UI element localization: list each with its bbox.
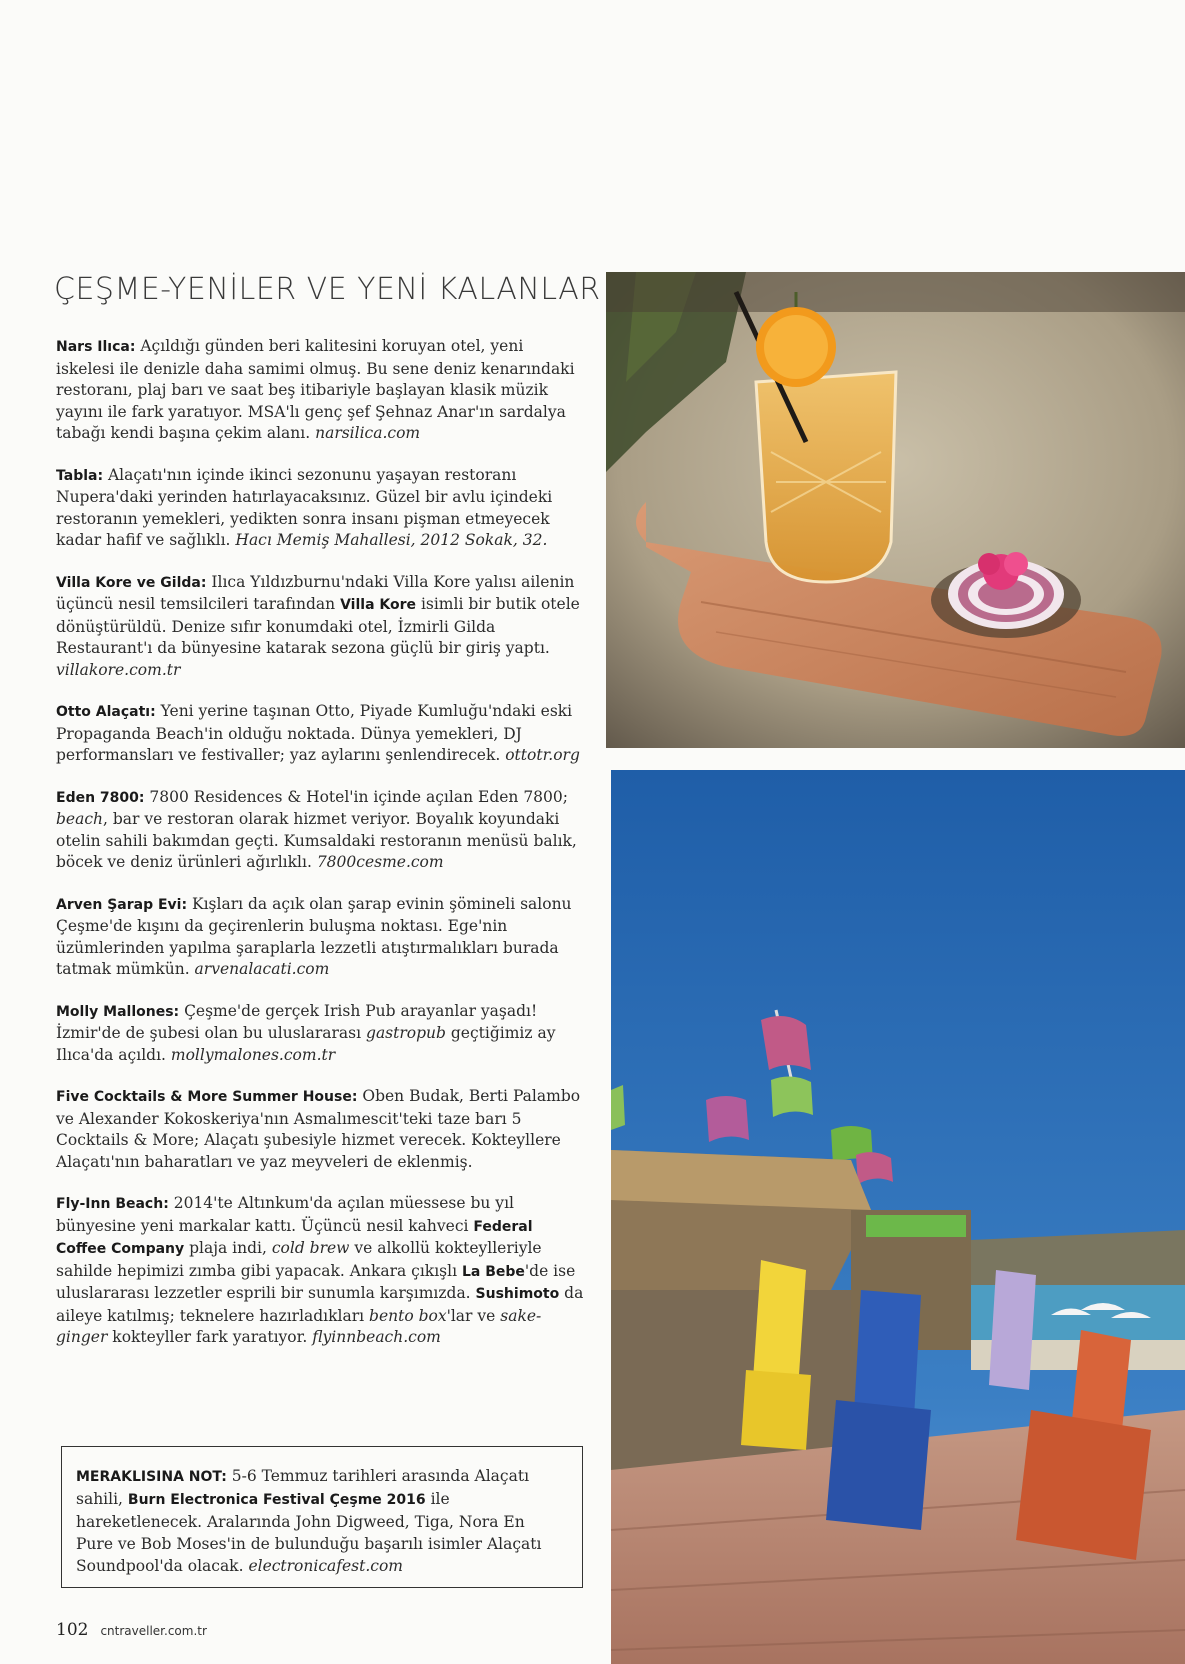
entry-label: Nars Ilıca:	[56, 339, 136, 355]
page-footer	[56, 1620, 207, 1640]
entry-label: Tabla:	[56, 467, 104, 484]
entry-label: Otto Alaçatı:	[56, 704, 156, 720]
entry-website: villakore.com.tr	[56, 660, 181, 679]
entry-villa-kore: Villa Kore ve Gilda: Ilıca Yıldızburnu'ndaki Villa Kore yalısı ailenin üçüncü nesil temsilcileri tarafından Villa Kore isimli bir butik otele dönüştürüldü. Denize sıfır konumdaki otel, İzmirli Gilda Restaurant'ı da bünyesine katarak sezona güçlü bir giriş yaptı. villakore.com.tr	[56, 572, 580, 679]
entry-molly-mallones: Molly Mallones: Çeşme'de gerçek Irish Pub arayanlar yaşadı! İzmir'de de şubesi olan bu uluslararası gastropub geçtiğimiz ay Ilıca'da açıldı. mollymalones.com.tr	[56, 1001, 556, 1064]
entry-arven-sarap-evi: Arven Şarap Evi: Kışları da açık olan şarap evinin şömineli salonu Çeşme'de kışını da geçirenlerin buluşma noktası. Ege'nin üzümlerinden yapılma şaraplarla lezzetli atıştırmalıkları burada tatmak mümkün. arvenalacati.com	[56, 894, 572, 978]
entry-eden-7800: Eden 7800: 7800 Residences & Hotel'in içinde açılan Eden 7800; beach, bar ve restoran olarak hizmet veriyor. Boyalık koyundaki otelin sahili bakımdan geçti. Kumsaldaki restoranın menüsü balık, böcek ve deniz ürünleri ağırlıklı. 7800cesme.com	[56, 787, 577, 871]
entry-nars-ilica: Nars Ilıca: Açıldığı günden beri kalitesini koruyan otel, yeni iskelesi ile denizle daha samimi olmuş. Bu sene deniz kenarındaki restoranı, plaj barı ve saat beş itibariyle başlayan klasik müzik yayını ile fark yaratıyor. MSA'lı genç şef Şehnaz Anar'ın sardalya tabağı kendi başına çekim alanı. narsilica.com	[56, 337, 575, 442]
cocktail-illustration	[606, 272, 1185, 748]
entry-website: 7800cesme.com	[316, 853, 444, 871]
entry-tabla: Tabla: Alaçatı'nın içinde ikinci sezonunu yaşayan restoranı Nupera'daki yerinden hatırlayacaksınız. Güzel bir avlu içindeki restoranın yemekleri, yedikten sonra insanı pişman etmeyecek kadar hafif ve sağlıklı. Hacı Memiş Mahallesi, 2012 Sokak, 32.	[56, 465, 553, 549]
page-number: 102	[56, 1620, 89, 1640]
entry-label: Villa Kore ve Gilda:	[56, 574, 207, 591]
entry-website: flyinnbeach.com	[312, 1328, 441, 1346]
note-box: MERAKLISINA NOT: 5-6 Temmuz tarihleri arasında Alaçatı sahili, Burn Electronica Festival Çeşme 2016 ile hareketlenecek. Aralarında John Digweed, Tiga, Nora En Pure ve Bob Moses'in de bulunduğu başarılı isimler Alaçatı Soundpool'da olacak. electronicafest.com	[61, 1446, 583, 1588]
entry-label: Arven Şarap Evi:	[56, 896, 188, 913]
entry-website: narsilica.com	[315, 424, 421, 442]
entry-otto-alacati: Otto Alaçatı: Yeni yerine taşınan Otto, Piyade Kumluğu'ndaki eski Propaganda Beach'in olduğu noktada. Dünya yemekleri, DJ performansları ve festivaller; yaz aylarını şenlendirecek. ottotr.org	[56, 702, 580, 764]
entry-fly-inn-beach: Fly-Inn Beach: 2014'te Altınkum'da açılan müessese bu yıl bünyesine yeni markalar kattı. Üçüncü nesil kahveci Federal Coffee Company plaja indi, cold brew ve alkollü kokteylleriyle sahilde hepimizi zımba gibi yapacak. Ankara çıkışlı La Bebe'de ise uluslararası lezzetler esprili bir sunumla karşımızda. Sushimoto da aileye katılmış; teknelere hazırladıkları bento box'lar ve sake-ginger kokteyller fark yaratıyor. flyinnbeach.com	[56, 1194, 584, 1346]
entry-label: Molly Mallones:	[56, 1003, 180, 1020]
entry-website: ottotr.org	[505, 746, 580, 764]
beach-illustration	[611, 770, 1185, 1664]
entry-website: arvenalacati.com	[194, 960, 330, 978]
entry-address: Hacı Memiş Mahallesi, 2012 Sokak, 32.	[235, 531, 548, 549]
entry-label: Fly-Inn Beach:	[56, 1196, 169, 1212]
section-title: ÇEŞME-YENİLER VE YENİ KALANLAR	[54, 272, 601, 307]
entry-website: mollymalones.com.tr	[170, 1045, 336, 1064]
note-label: MERAKLISINA NOT:	[76, 1469, 227, 1485]
venue-list	[56, 336, 586, 1369]
entry-five-cocktails: Five Cocktails & More Summer House: Oben Budak, Berti Palambo ve Alexander Kokoskeriya'nın Asmalımescit'teki taze barı 5 Cocktails & More; Alaçatı şubesiyle hizmet verecek. Kokteyllere Alaçatı'nın baharatları ve yaz meyveleri de eklenmiş.	[56, 1087, 581, 1171]
entry-label: Eden 7800:	[56, 789, 145, 806]
cocktail-photo	[606, 272, 1185, 748]
note-website: electronicafest.com	[248, 1557, 403, 1575]
footer-site: cntraveller.com.tr	[100, 1624, 207, 1638]
beach-photo	[611, 770, 1185, 1664]
entry-label: Five Cocktails & More Summer House:	[56, 1089, 358, 1105]
